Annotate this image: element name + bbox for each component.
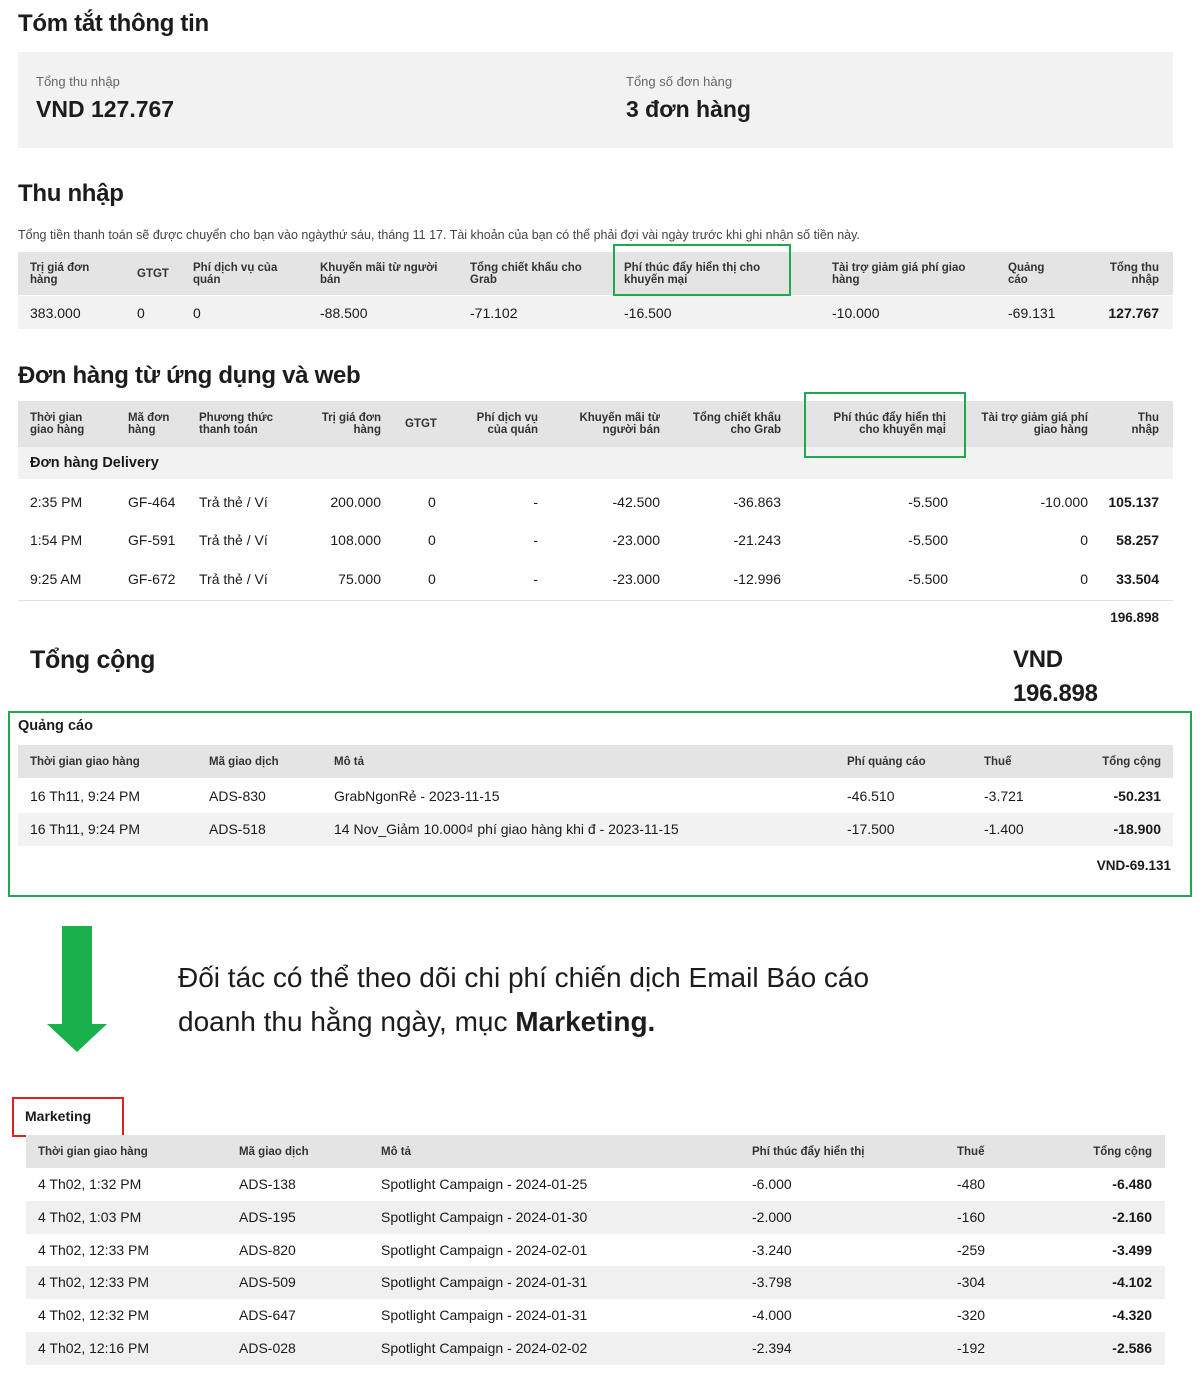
col-description: Mô tả	[381, 1146, 412, 1158]
cell-description: Spotlight Campaign - 2024-01-30	[381, 1208, 588, 1225]
cell-tax: -1.400	[984, 821, 1024, 837]
col-tax: Thuế	[984, 756, 1012, 768]
ad-row	[18, 780, 1173, 813]
cell-grab-discount: -36.863	[733, 494, 781, 510]
cell-total: -4.320	[1112, 1307, 1152, 1324]
cell-promo-boost-fee: -4.000	[752, 1307, 792, 1324]
cell-delivery-time: 1:54 PM	[30, 532, 83, 548]
cell-ad-fee: -17.500	[847, 821, 895, 837]
col-delivery-subsidy: Tài trợ giảm giá phí giao hàng	[832, 262, 966, 286]
cell-transaction-id: ADS-195	[239, 1208, 296, 1225]
cell-merchant-promo: -23.000	[612, 532, 660, 548]
grand-total-label: Tổng cộng	[30, 646, 156, 674]
cell-tax: -3.721	[984, 788, 1024, 804]
cell-delivery-time: 4 Th02, 1:03 PM	[38, 1208, 142, 1225]
col-grab-discount: Tổng chiết khấu cho Grab	[692, 412, 781, 436]
cell-promo-boost: -5.500	[908, 494, 948, 510]
cell-delivery-subsidy: -10.000	[1040, 494, 1088, 510]
cell-tax: -304	[957, 1274, 986, 1291]
ads-title: Quảng cáo	[18, 718, 93, 734]
cell-merchant-promo: -88.500	[320, 305, 368, 321]
cell-promo-boost: -16.500	[624, 305, 672, 321]
cell-description: Spotlight Campaign - 2024-01-31	[381, 1307, 588, 1324]
cell-delivery-subsidy: 0	[1080, 532, 1088, 548]
col-promo-boost-fee: Phí thúc đẩy hiển thị	[752, 1146, 865, 1158]
cell-promo-boost-fee: -2.394	[752, 1340, 792, 1356]
cell-vat: 0	[428, 532, 436, 548]
cell-description: 14 Nov_Giảm 10.000₫ phí giao hàng khi đ - 2023-11-15	[334, 821, 679, 837]
grand-total-value: 196.898	[1013, 680, 1098, 707]
promo-boost-highlight	[613, 244, 791, 296]
col-transaction-id: Mã giao dịch	[239, 1146, 309, 1158]
summary-title: Tóm tắt thông tin	[18, 10, 209, 37]
cell-description: Spotlight Campaign - 2024-01-31	[381, 1274, 588, 1291]
cell-order-id: GF-591	[128, 532, 176, 548]
cell-order-value: 200.000	[330, 494, 381, 510]
cell-vat: 0	[428, 571, 436, 587]
cell-order-value: 108.000	[330, 532, 381, 548]
col-delivery-subsidy: Tài trợ giảm giá phí giao hàng	[981, 412, 1088, 436]
marketing-row	[26, 1299, 1165, 1332]
cell-delivery-time: 16 Th11, 9:24 PM	[30, 788, 140, 804]
caption-text	[178, 956, 1078, 1044]
caption-line-2	[178, 1000, 1078, 1044]
cell-delivery-time: 9:25 AM	[30, 571, 82, 587]
promo-boost-column-highlight	[804, 392, 966, 458]
marketing-row	[26, 1168, 1165, 1201]
col-payment-method: Phương thức thanh toán	[199, 412, 274, 436]
cell-total: -18.900	[1113, 821, 1161, 837]
marketing-row	[26, 1266, 1165, 1299]
cell-transaction-id: ADS-518	[209, 821, 266, 837]
ads-total: VND-69.131	[1096, 858, 1171, 873]
cell-tax: -192	[957, 1340, 986, 1356]
col-total-income: Tổng thu nhập	[1109, 262, 1159, 286]
cell-transaction-id: ADS-509	[239, 1274, 296, 1291]
cell-description: GrabNgonRẻ - 2023-11-15	[334, 788, 500, 804]
payout-note: Tổng tiền thanh toán sẽ được chuyển cho bạn vào ngàythứ sáu, tháng 11 17. Tài khoản của bạn có thể phải đợi vài ngày trước khi ghi nhận số tiền này.	[18, 228, 860, 242]
caption-line-1: Đối tác có thể theo dõi chi phí chiến dịch Email Báo cáo	[178, 962, 870, 993]
cell-payment-method: Trả thẻ / Ví	[199, 494, 268, 510]
col-merchant-promo: Khuyến mãi từ người bán	[320, 262, 438, 286]
order-row	[18, 561, 1173, 597]
cell-promo-boost-fee: -3.240	[752, 1241, 792, 1258]
cell-vat: 0	[428, 494, 436, 510]
cell-net-income: 105.137	[1108, 494, 1159, 510]
cell-service-fee: -	[533, 532, 538, 548]
cell-total: -6.480	[1112, 1176, 1152, 1192]
total-income-label: Tổng thu nhập	[36, 74, 120, 89]
total-income-value: VND 127.767	[36, 96, 175, 122]
cell-delivery-time: 4 Th02, 12:32 PM	[38, 1307, 150, 1324]
cell-tax: -320	[957, 1307, 986, 1324]
cell-promo-boost-fee: -2.000	[752, 1208, 792, 1225]
cell-promo-boost-fee: -6.000	[752, 1176, 792, 1192]
marketing-row	[26, 1234, 1165, 1267]
col-vat: GTGT	[137, 268, 169, 280]
col-description: Mô tả	[334, 756, 365, 768]
grand-total-currency: VND	[1013, 646, 1063, 673]
cell-transaction-id: ADS-028	[239, 1340, 296, 1356]
cell-transaction-id: ADS-820	[239, 1241, 296, 1258]
group-label-delivery: Đơn hàng Delivery	[30, 455, 159, 471]
col-transaction-id: Mã giao dịch	[209, 756, 279, 768]
col-service-fee: Phí dịch vụ của quán	[476, 412, 538, 436]
cell-total: -50.231	[1113, 788, 1161, 804]
cell-grab-discount: -71.102	[470, 305, 518, 321]
total-orders-value: 3 đơn hàng	[626, 96, 751, 122]
cell-vat: 0	[137, 305, 145, 321]
col-vat: GTGT	[405, 418, 437, 430]
cell-order-id: GF-672	[128, 571, 176, 587]
col-order-value: Trị giá đơn hàng	[30, 262, 90, 286]
cell-delivery-subsidy: 0	[1080, 571, 1088, 587]
cell-grab-discount: -12.996	[733, 571, 781, 587]
col-delivery-time: Thời gian giao hàng	[30, 412, 85, 436]
income-table-row	[18, 296, 1173, 329]
cell-tax: -259	[957, 1241, 986, 1258]
down-arrow-icon	[62, 926, 92, 1026]
cell-service-fee: -	[533, 571, 538, 587]
col-delivery-time: Thời gian giao hàng	[30, 756, 140, 768]
cell-order-value: 383.000	[30, 305, 81, 321]
income-table-header	[18, 252, 1173, 295]
income-title: Thu nhập	[18, 180, 124, 207]
marketing-row	[26, 1201, 1165, 1234]
col-total: Tổng cộng	[1102, 756, 1161, 768]
col-ad-fee: Phí quảng cáo	[847, 756, 926, 768]
marketing-title: Marketing	[25, 1108, 92, 1124]
cell-delivery-time: 4 Th02, 1:32 PM	[38, 1176, 142, 1192]
cell-grab-discount: -21.243	[733, 532, 781, 548]
orders-title: Đơn hàng từ ứng dụng và web	[18, 362, 361, 389]
cell-transaction-id: ADS-647	[239, 1307, 296, 1324]
orders-group-row	[18, 447, 1173, 479]
col-tax: Thuế	[957, 1146, 985, 1158]
cell-payment-method: Trả thẻ / Ví	[199, 532, 268, 548]
cell-order-id: GF-464	[128, 494, 176, 510]
cell-delivery-time: 4 Th02, 12:33 PM	[38, 1241, 150, 1258]
col-merchant-promo: Khuyến mãi từ người bán	[579, 412, 660, 436]
col-order-id: Mã đơn hàng	[128, 412, 170, 436]
cell-merchant-promo: -42.500	[612, 494, 660, 510]
cell-total: -2.160	[1112, 1208, 1152, 1225]
cell-tax: -160	[957, 1208, 986, 1225]
col-service-fee: Phí dịch vụ của quán	[193, 262, 278, 286]
col-promo-boost: Phí thúc đẩy hiển thị cho khuyến mại	[833, 412, 946, 436]
cell-order-value: 75.000	[338, 571, 381, 587]
cell-total: -3.499	[1112, 1241, 1152, 1258]
cell-net-income: 33.504	[1116, 571, 1159, 587]
total-orders-label: Tổng số đơn hàng	[626, 74, 733, 89]
cell-delivery-time: 4 Th02, 12:33 PM	[38, 1274, 150, 1291]
orders-table-header	[18, 401, 1173, 447]
cell-ad-fee: -46.510	[847, 788, 895, 804]
orders-subtotal: 196.898	[1110, 610, 1159, 625]
cell-service-fee: -	[533, 494, 538, 510]
cell-total: -2.586	[1112, 1340, 1152, 1356]
cell-delivery-time: 2:35 PM	[30, 494, 83, 510]
col-total: Tổng cộng	[1093, 1146, 1152, 1158]
cell-delivery-time: 16 Th11, 9:24 PM	[30, 821, 140, 837]
col-net-income: Thu nhập	[1131, 412, 1159, 436]
cell-transaction-id: ADS-138	[239, 1176, 296, 1192]
cell-service-fee: 0	[193, 305, 201, 321]
ad-row	[18, 813, 1173, 846]
col-ads: Quảng cáo	[1008, 262, 1045, 286]
cell-description: Spotlight Campaign - 2024-01-25	[381, 1176, 588, 1192]
col-order-value: Trị giá đơn hàng	[321, 412, 381, 436]
cell-promo-boost: -5.500	[908, 571, 948, 587]
cell-total: -4.102	[1112, 1274, 1152, 1291]
ads-table-header	[18, 745, 1173, 778]
col-promo-boost: Phí thúc đẩy hiển thị cho khuyến mại	[624, 262, 761, 286]
cell-delivery-subsidy: -10.000	[832, 305, 880, 321]
col-grab-discount: Tổng chiết khấu cho Grab	[470, 262, 582, 286]
caption-line-2-text: doanh thu hằng ngày, mục	[178, 1006, 516, 1037]
cell-promo-boost-fee: -3.798	[752, 1274, 792, 1291]
cell-merchant-promo: -23.000	[612, 571, 660, 587]
summary-box	[18, 52, 1173, 148]
cell-transaction-id: ADS-830	[209, 788, 266, 804]
col-delivery-time: Thời gian giao hàng	[38, 1146, 148, 1158]
arrow-head-icon	[47, 1024, 107, 1052]
marketing-row	[26, 1332, 1165, 1365]
cell-tax: -480	[957, 1176, 986, 1192]
cell-promo-boost: -5.500	[908, 532, 948, 548]
order-row	[18, 484, 1173, 520]
cell-payment-method: Trả thẻ / Ví	[199, 571, 268, 587]
cell-description: Spotlight Campaign - 2024-02-01	[381, 1241, 588, 1258]
cell-ads: -69.131	[1008, 305, 1056, 321]
marketing-table-header	[26, 1135, 1165, 1168]
cell-description: Spotlight Campaign - 2024-02-02	[381, 1340, 588, 1356]
cell-delivery-time: 4 Th02, 12:16 PM	[38, 1340, 150, 1356]
caption-bold: Marketing.	[515, 1006, 656, 1037]
cell-net-income: 58.257	[1116, 532, 1159, 548]
orders-divider	[18, 600, 1173, 601]
order-row	[18, 522, 1173, 558]
cell-total-income: 127.767	[1108, 305, 1159, 321]
